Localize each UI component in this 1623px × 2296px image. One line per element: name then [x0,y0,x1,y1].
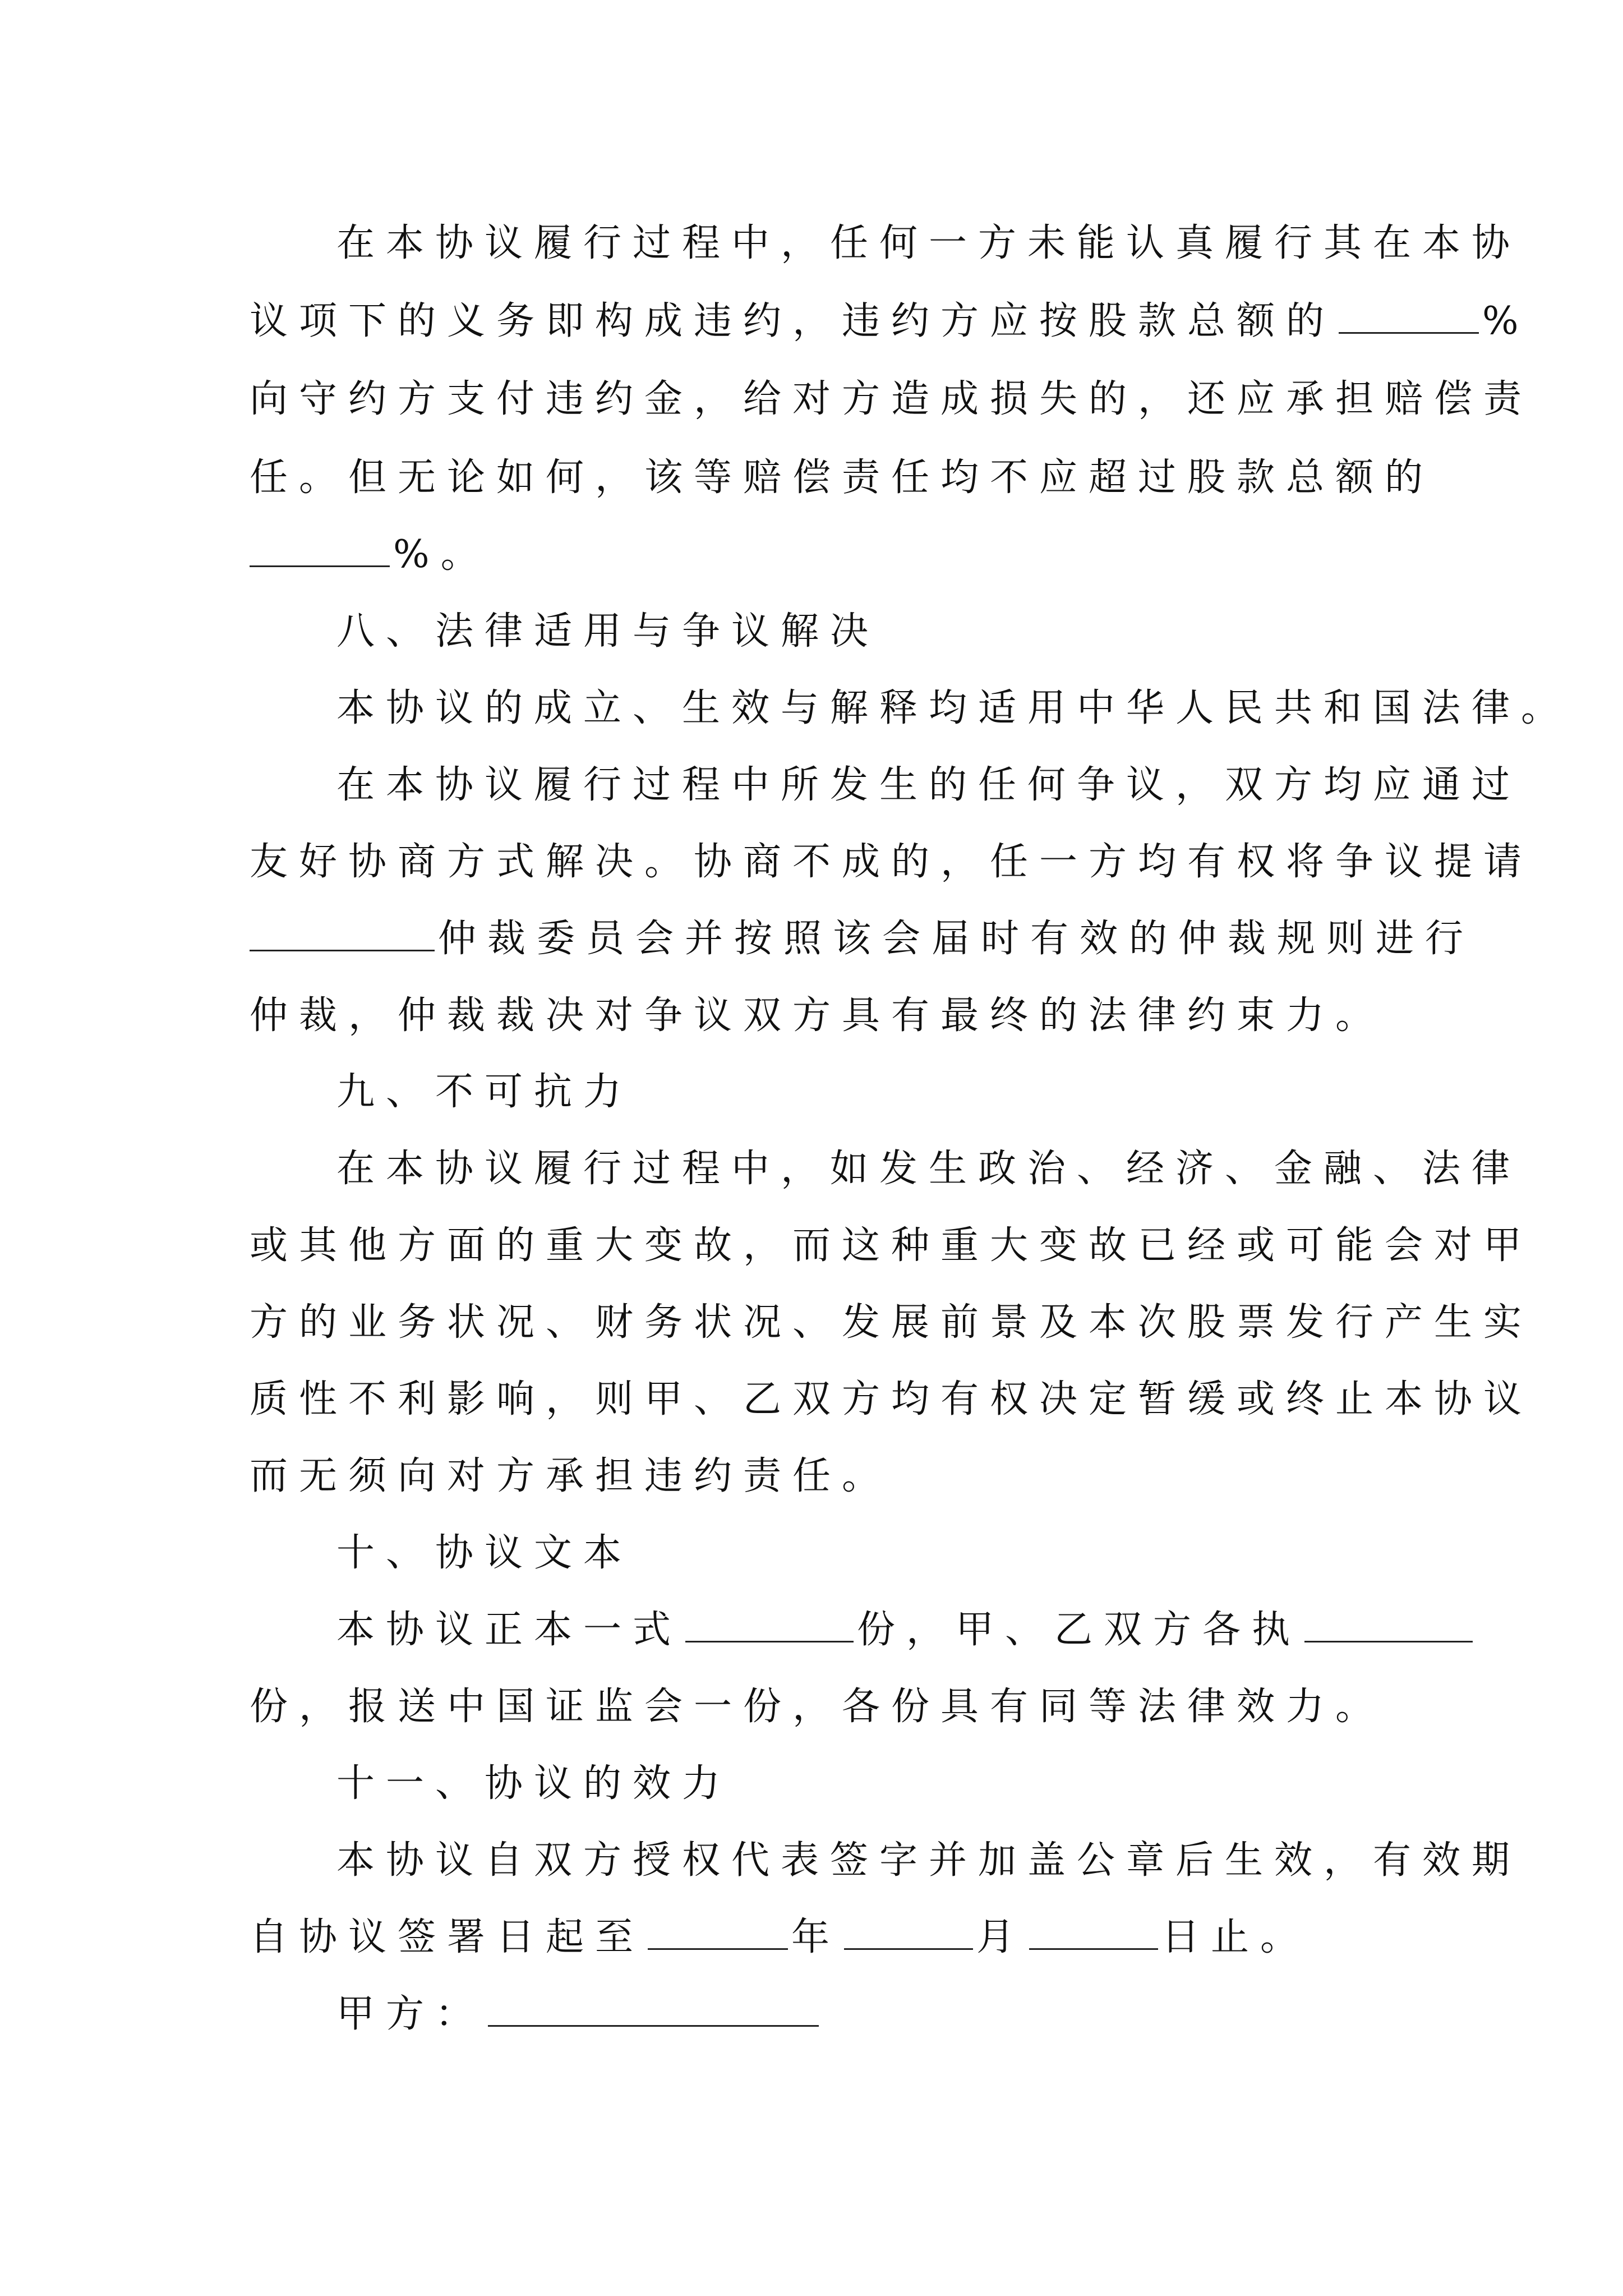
percent-blank-1[interactable] [1339,300,1479,334]
section-9-line-3: 方的业务状况、财务状况、发展前景及本次股票发行产生实 [250,1300,1533,1345]
section-9-line-4: 质性不利影响，则甲、乙双方均有权决定暂缓或终止本协议 [250,1377,1533,1421]
expiry-day-blank[interactable] [1029,1916,1158,1950]
copies-total-blank[interactable] [685,1608,854,1642]
section-9-heading: 九、不可抗力 [336,1070,633,1114]
breach-clause-line-1: 在本协议履行过程中，任何一方未能认真履行其在本协 [336,221,1521,265]
percent-blank-2[interactable] [250,533,390,567]
section-8-heading: 八、法律适用与争议解决 [336,609,880,654]
section-8-line-3: 友好协商方式解决。协商不成的，任一方均有权将争议提请 [250,840,1533,884]
expiry-year-blank[interactable] [648,1916,788,1950]
section-8-line-1: 本协议的成立、生效与解释均适用中华人民共和国法律。 [336,686,1571,730]
party-a-signature-blank[interactable] [488,1993,819,2027]
section-10-line-2: 份，报送中国证监会一份，各份具有同等法律效力。 [250,1685,1385,1729]
section-11-line-2: 自协议签署日起至 年 月 日止。 [250,1915,1310,1959]
section-11-line-1: 本协议自双方授权代表签字并加盖公章后生效，有效期 [336,1838,1521,1883]
breach-clause-line-3: 向守约方支付违约金，给对方造成损失的，还应承担赔偿责 [250,377,1533,421]
section-9-line-1: 在本协议履行过程中，如发生政治、经济、金融、法律 [336,1147,1521,1191]
party-a-label: 甲方： [336,1992,485,2036]
section-8-line-5: 仲裁，仲裁裁决对争议双方具有最终的法律约束力。 [250,993,1385,1038]
section-9-line-5: 而无须向对方承担违约责任。 [250,1454,892,1498]
section-9-line-2: 或其他方面的重大变故，而这种重大变故已经或可能会对甲 [250,1223,1533,1268]
copies-each-blank[interactable] [1304,1608,1473,1642]
section-10-heading: 十、协议文本 [336,1531,633,1575]
section-8-line-4: 仲裁委员会并按照该会届时有效的仲裁规则进行 [250,911,1474,967]
breach-clause-line-5: %。 [250,527,490,583]
breach-clause-line-2: 议项下的义务即构成违约，违约方应按股款总额的 % [250,299,1530,343]
arbitration-commission-blank[interactable] [250,917,435,951]
party-a-signature-line [336,1986,822,2042]
section-10-line-1: 本协议正本一式 份，甲、乙双方各执 [336,1602,1476,1658]
expiry-month-blank[interactable] [844,1916,973,1950]
section-11-heading: 十一、协议的效力 [336,1761,732,1806]
breach-clause-line-4: 任。但无论如何，该等赔偿责任均不应超过股款总额的 [250,455,1435,500]
section-8-line-2: 在本协议履行过程中所发生的任何争议，双方均应通过 [336,763,1521,807]
